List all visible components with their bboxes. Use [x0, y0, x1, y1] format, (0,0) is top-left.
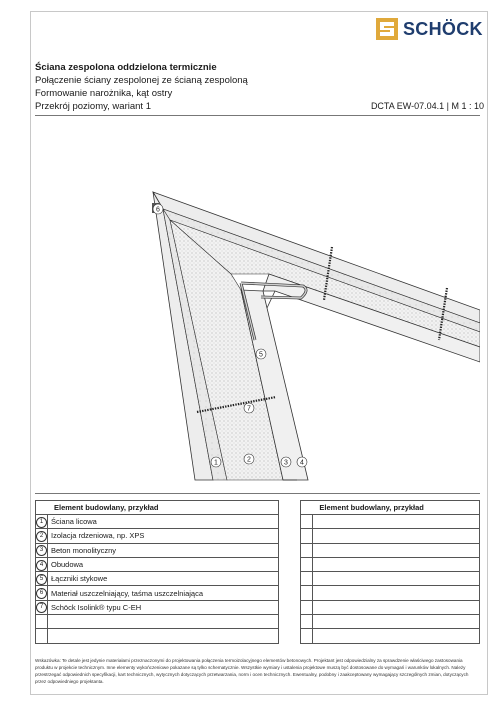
- legend-row: [36, 572, 480, 586]
- callout-7: [244, 403, 254, 413]
- section-drawing: [35, 140, 480, 485]
- svg-text:6: 6: [156, 206, 160, 214]
- legend-label: [48, 615, 279, 629]
- legend-row: [36, 629, 480, 643]
- legend-row: [36, 586, 480, 600]
- document-title: Ściana zespolona oddzielona termicznie: [35, 62, 217, 73]
- legend-row: [36, 543, 480, 557]
- svg-text:7: 7: [247, 405, 251, 413]
- legend-label: Izolacja rdzeniowa, np. XPS: [48, 529, 279, 543]
- legend-label: Obudowa: [48, 557, 279, 571]
- callout-3: [281, 457, 291, 467]
- legend-number: 7: [36, 602, 47, 613]
- brand-name: SCHÖCK: [403, 18, 483, 39]
- callout-4: [297, 457, 307, 467]
- legend-label: Łączniki stykowe: [48, 572, 279, 586]
- legend-row: [36, 557, 480, 571]
- subtitle-connection: Połączenie ściany zespolonej ze ścianą zespoloną: [35, 75, 248, 86]
- disclaimer-note: Wskazówka: Te detale jest jedynie materiałami przeznaczonymi do projektowania połączenia termoizolacyjnego elementów betonowych. Projektant jest odpowiedzialny za sprawdzenie właściwego zastosowania produktu w projekcie technicznym. Inne elementy wykończeniowe pokazane są tylko schematycznie. Wszystkie wymiary i ustalenia projektowe muszą być dostosowane do wymagań i warunków lokalnych. Należy przestrzegać odpowiednich specyfikacji, kart technicznych, wytycznych dotyczących przetwarzania, norm i ocen technicznych. Ewentualny, podobny i zaakceptowany wymagający szczególnych zmian, dotyczących przez odpowiedniego projektanta.: [35, 658, 469, 684]
- legend-row: [36, 529, 480, 543]
- svg-text:1: 1: [214, 459, 218, 467]
- drawing-bottom-rule: [35, 493, 480, 494]
- legend-number: 4: [36, 560, 47, 571]
- legend-label: Schöck Isolink® typu C-EH: [48, 600, 279, 614]
- svg-text:4: 4: [300, 459, 304, 467]
- legend-row: [36, 600, 480, 614]
- legend-number: 5: [36, 574, 47, 585]
- svg-text:5: 5: [259, 351, 263, 359]
- legend-number: 3: [36, 545, 47, 556]
- legend-header-right: Element budowlany, przykład: [301, 501, 480, 515]
- legend-table: [35, 500, 480, 644]
- legend-label: [48, 629, 279, 643]
- callout-5: [256, 349, 266, 359]
- legend-label: Materiał uszczelniający, taśma uszczelniająca: [48, 586, 279, 600]
- legend-label: Ściana licowa: [48, 515, 279, 529]
- drawing-code: DCTA EW-07.04.1 | M 1 : 10: [370, 101, 484, 111]
- svg-text:2: 2: [247, 456, 251, 464]
- legend-number: 2: [36, 531, 47, 542]
- brand-logo: [376, 17, 483, 41]
- schock-logo-icon: [376, 18, 398, 40]
- svg-text:3: 3: [284, 459, 288, 467]
- legend-number: 1: [36, 517, 47, 528]
- legend-row: [36, 515, 480, 529]
- callout-2: [244, 454, 254, 464]
- legend-number: 6: [36, 588, 47, 599]
- header-rule: [35, 115, 480, 116]
- legend-row: [36, 615, 480, 629]
- subtitle-section: Przekrój poziomy, wariant 1: [35, 101, 151, 112]
- legend-header-left: Element budowlany, przykład: [36, 501, 279, 515]
- legend-label: Beton monolityczny: [48, 543, 279, 557]
- callout-6: [153, 204, 163, 214]
- subtitle-corner: Formowanie narożnika, kąt ostry: [35, 88, 173, 99]
- callout-1: [211, 457, 221, 467]
